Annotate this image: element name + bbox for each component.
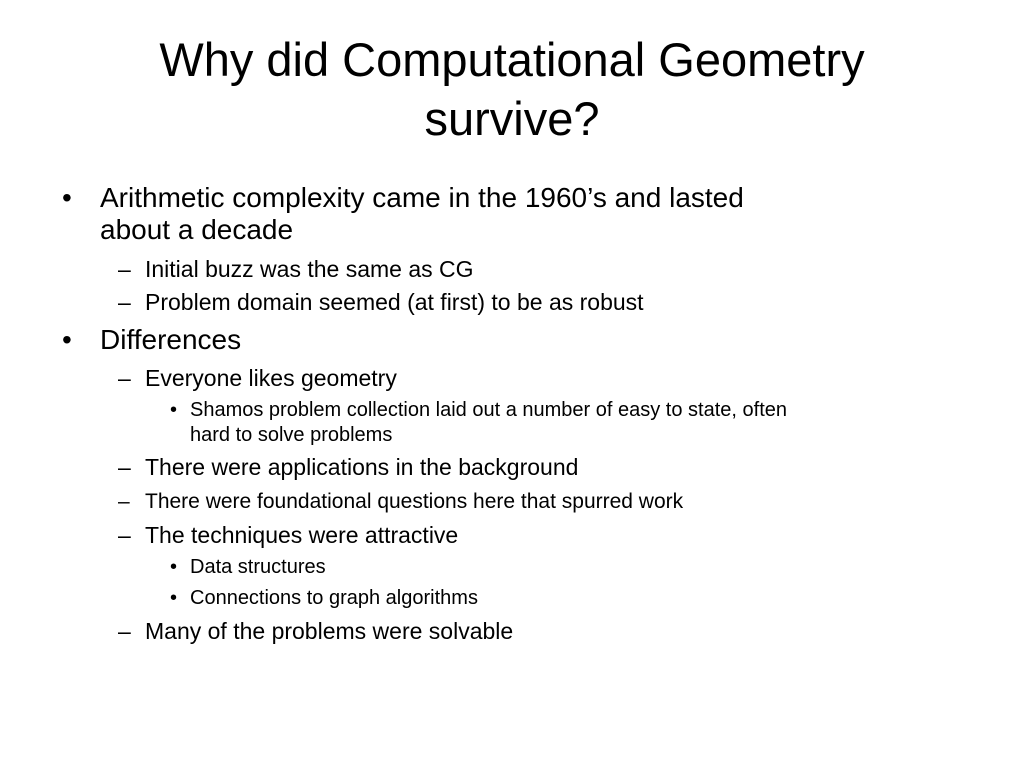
dash-marker: – [118, 365, 131, 391]
bullet-text: Everyone likes geometry [145, 365, 397, 391]
dash-marker: – [118, 289, 131, 315]
bullet-text: Initial buzz was the same as CG [145, 256, 474, 282]
bullet-text: There were applications in the background [145, 454, 579, 480]
slide-title-line: Why did Computational Geometry [159, 33, 865, 86]
bullet-text-line: Shamos problem collection laid out a number of easy to state, often [190, 399, 788, 421]
slide-title [40, 30, 984, 148]
bullet-text: There were foundational questions here that spurred work [145, 490, 684, 513]
bullet-marker: • [170, 556, 178, 578]
bullet-text: Many of the problems were solvable [145, 618, 514, 644]
bullet-marker: • [62, 182, 72, 213]
dash-marker: – [118, 618, 131, 644]
dash-marker: – [118, 256, 131, 282]
dash-marker: – [118, 490, 130, 513]
bullet-marker: • [62, 324, 72, 355]
bullet-marker: • [170, 399, 178, 421]
bullet-text: Differences [100, 324, 242, 355]
bullet-text: Connections to graph algorithms [190, 587, 478, 609]
slide-title-line: survive? [424, 92, 600, 145]
bullet-text-line: hard to solve problems [190, 424, 393, 446]
bullet-text [190, 398, 787, 448]
dash-marker: – [118, 522, 131, 548]
bullet-text: Data structures [190, 556, 326, 578]
bullet-text: The techniques were attractive [145, 522, 459, 548]
bullet-text-line: Arithmetic complexity came in the 1960’s and lasted [100, 182, 744, 213]
bullet-marker: • [170, 587, 178, 609]
dash-marker: – [118, 454, 131, 480]
bullet-text-line: about a decade [100, 214, 294, 245]
bullet-text [100, 182, 744, 246]
bullet-text: Problem domain seemed (at first) to be as robust [145, 289, 644, 315]
